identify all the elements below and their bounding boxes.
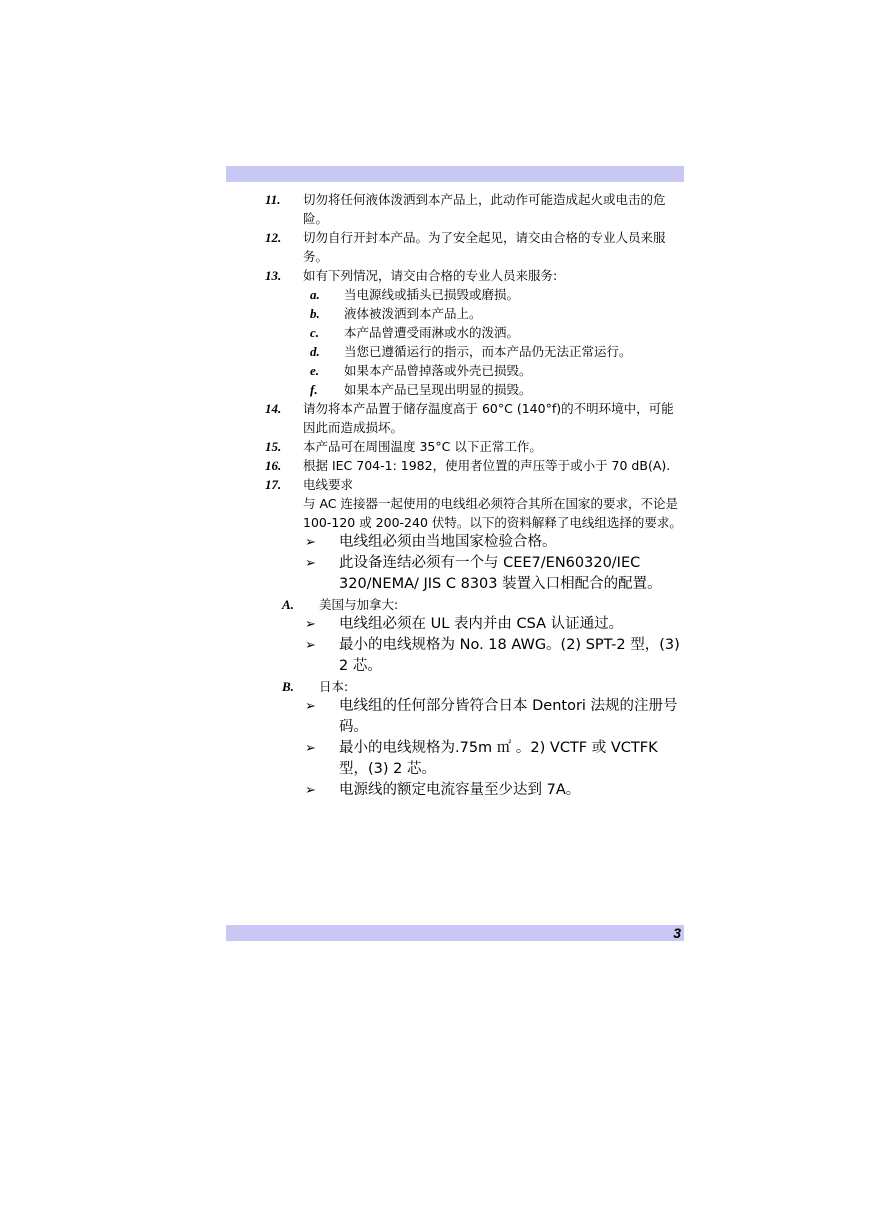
sub-item-letter: b.: [310, 306, 320, 321]
sub-item-text: 当电源线或插头已损毁或磨损。: [344, 287, 520, 302]
sub-item-text: 如果本产品已呈现出明显的损毁。: [344, 382, 532, 397]
item-number: 13.: [265, 268, 282, 283]
item-number: 17.: [265, 477, 282, 492]
item-text: 切勿将任何液体泼洒到本产品上，此动作可能造成起火或电击的危险。: [303, 192, 666, 226]
arrow-bullet-icon: ➢: [305, 783, 316, 798]
item-number: 15.: [265, 439, 282, 454]
item-text: 切勿自行开封本产品。为了安全起见，请交由合格的专业人员来服务。: [303, 230, 666, 264]
bullet-text: 电源线的额定电流容量至少达到 7A。: [339, 782, 581, 798]
sub-item-text: 如果本产品曾掉落或外壳已损毁。: [344, 363, 532, 378]
item-number: 16.: [265, 458, 282, 473]
bullet-item: [265, 696, 685, 738]
section-title: 美国与加拿大:: [319, 597, 399, 612]
bullet-text: 电线组必须在 UL 表内并由 CSA 认证通过。: [339, 616, 624, 632]
arrow-bullet-icon: ➢: [305, 556, 316, 571]
bullet-text: 此设备连结必须有一个与 CEE7/EN60320/IEC 320/NEMA/ JIS C 8303 装置入口相配合的配置。: [339, 555, 662, 592]
bullet-item: [265, 553, 685, 595]
section-heading: [265, 677, 685, 696]
sub-item: [265, 342, 685, 361]
footer-band: [226, 925, 684, 941]
item-text: 根据 IEC 704-1: 1982，使用者位置的声压等于或小于 70 dB(A).: [303, 458, 671, 473]
bullet-item: [265, 635, 685, 677]
arrow-bullet-icon: ➢: [305, 638, 316, 653]
sub-item-letter: e.: [310, 363, 320, 378]
bullet-text: 电线组的任何部分皆符合日本 Dentori 法规的注册号码。: [339, 698, 678, 735]
list-item: [265, 456, 685, 475]
item-number: 11.: [265, 192, 281, 207]
cord-requirements-paragraph: 与 AC 连接器一起使用的电线组必须符合其所在国家的要求，不论是 100-120 或 200-240 伏特。以下的资料解释了电线组选择的要求。: [303, 496, 682, 530]
list-item: [265, 399, 685, 437]
bullet-item: [265, 738, 685, 780]
sub-item-letter: a.: [310, 287, 320, 302]
sub-item: [265, 304, 685, 323]
sub-item-text: 当您已遵循运行的指示，而本产品仍无法正常运行。: [344, 344, 632, 359]
list-item: [265, 190, 685, 228]
sub-item: [265, 380, 685, 399]
safety-instructions: [265, 190, 685, 801]
sub-item-text: 本产品曾遭受雨淋或水的泼洒。: [344, 325, 520, 340]
sub-item-letter: f.: [310, 382, 318, 397]
bullet-text: 电线组必须由当地国家检验合格。: [339, 534, 557, 550]
bullet-item: [265, 780, 685, 801]
sub-item: [265, 361, 685, 380]
sub-item-text: 液体被泼洒到本产品上。: [344, 306, 482, 321]
arrow-bullet-icon: ➢: [305, 699, 316, 714]
section-heading: [265, 595, 685, 614]
bullet-item: [265, 532, 685, 553]
section-title: 日本:: [319, 679, 349, 694]
item-text: 电线要求: [303, 477, 354, 492]
page-number: 3: [673, 925, 681, 941]
header-band: [226, 166, 684, 182]
section-letter: A.: [282, 597, 294, 612]
item-text: 如有下列情况，请交由合格的专业人员来服务:: [303, 268, 558, 283]
item-text: 请勿将本产品置于储存温度高于 60°C (140°f)的不明环境中，可能因此而造成损坏。: [303, 401, 674, 435]
bullet-text: 最小的电线规格为.75m ㎡ 。2) VCTF 或 VCTFK 型，(3) 2 芯。: [339, 740, 658, 777]
sub-item: [265, 323, 685, 342]
arrow-bullet-icon: ➢: [305, 617, 316, 632]
item-number: 14.: [265, 401, 282, 416]
section-letter: B.: [282, 679, 294, 694]
sub-item: [265, 285, 685, 304]
arrow-bullet-icon: ➢: [305, 741, 316, 756]
bullet-item: [265, 614, 685, 635]
sub-item-letter: d.: [310, 344, 320, 359]
list-item: [265, 437, 685, 456]
list-item: [265, 475, 685, 494]
item-text: 本产品可在周围温度 35°C 以下正常工作。: [303, 439, 542, 454]
bullet-text: 最小的电线规格为 No. 18 AWG。(2) SPT-2 型，(3) 2 芯。: [339, 637, 680, 674]
arrow-bullet-icon: ➢: [305, 535, 316, 550]
item-number: 12.: [265, 230, 282, 245]
list-item: [265, 266, 685, 285]
sub-item-letter: c.: [310, 325, 320, 340]
list-item: [265, 228, 685, 266]
